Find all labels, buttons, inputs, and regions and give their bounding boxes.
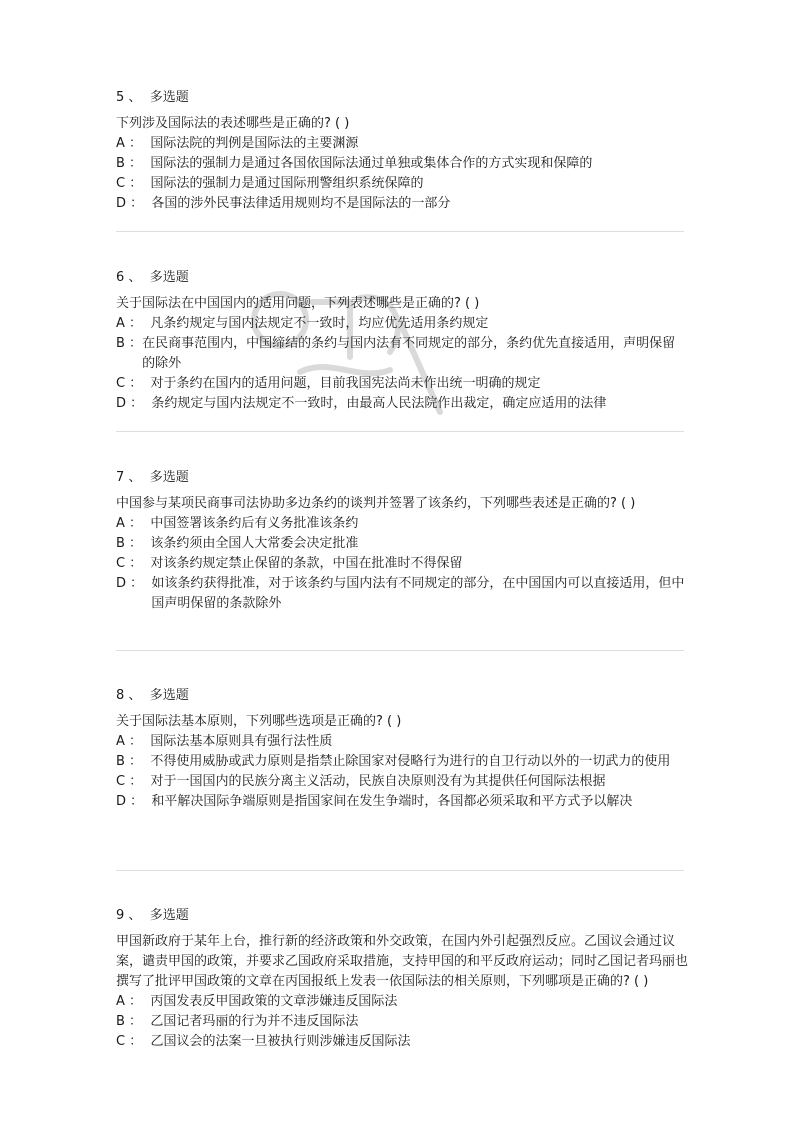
option-letter: A — [116, 994, 125, 1009]
option-text: 该条约须由全国人大常委会决定批准 — [150, 536, 359, 551]
option-letter: B — [116, 754, 125, 769]
option-text: 中国签署该条约后有义务批准该条约 — [150, 516, 359, 531]
option-letter: C — [116, 774, 126, 789]
question-divider — [116, 431, 684, 432]
option-text: 不得使用威胁或武力原则是指禁止除国家对侵略行为进行的自卫行动以外的一切武力的使用 — [150, 754, 671, 769]
question-type: 多选题 — [149, 688, 189, 703]
option-letter: A — [116, 516, 125, 531]
option-a: A ： 国际法院的判例是国际法的主要渊源 — [116, 134, 688, 154]
option-text: 对于条约在国内的适用问题，目前我国宪法尚未作出统一明确的规定 — [150, 376, 541, 391]
question-separator: 、 — [128, 470, 142, 485]
question-separator: 、 — [128, 270, 142, 285]
question-item — [116, 268, 688, 414]
question-stem: 中国参与某项民商事司法协助多边条约的谈判并签署了该条约，下列哪些表述是正确的? ( ) — [116, 496, 636, 511]
question-header — [116, 268, 688, 288]
option-text: 和平解决国际争端原则是指国家间在发生争端时，各国都必须采取和平方式予以解决 — [151, 794, 633, 809]
option-a: A ： 国际法基本原则具有强行法性质 — [116, 732, 688, 752]
question-number: 6 — [116, 270, 125, 285]
question-header — [116, 906, 688, 926]
option-letter: B — [116, 1014, 125, 1029]
option-text: 国际法的强制力是通过国际刑警组织系统保障的 — [150, 176, 424, 191]
option-d: D ： 条约规定与国内法规定不一致时，由最高人民法院作出裁定，确定应适用的法律 — [116, 394, 688, 414]
option-b: B ： 该条约须由全国人大常委会决定批准 — [116, 534, 688, 554]
option-letter: D — [116, 794, 127, 809]
option-c: C ： 对于一国国内的民族分离主义活动，民族自决原则没有为其提供任何国际法根据 — [116, 772, 688, 792]
question-header — [116, 468, 688, 488]
option-a: A ： 中国签署该条约后有义务批准该条约 — [116, 514, 688, 534]
option-text: 凡条约规定与国内法规定不一致时，均应优先适用条约规定 — [150, 316, 489, 331]
question-type: 多选题 — [149, 90, 189, 105]
option-text: 在民商事范围内，中国缔结的条约与国内法有不同规定的部分，条约优先直接适用，声明保留的除外 — [142, 336, 676, 371]
option-a: A ： 丙国发表反甲国政策的文章涉嫌违反国际法 — [116, 992, 688, 1012]
option-c: C ： 国际法的强制力是通过国际刑警组织系统保障的 — [116, 174, 688, 194]
question-type: 多选题 — [149, 270, 189, 285]
question-number: 7 — [116, 470, 125, 485]
option-text: 各国的涉外民事法律适用规则均不是国际法的一部分 — [151, 196, 451, 211]
option-letter: D — [116, 396, 127, 411]
option-letter: C — [116, 1034, 126, 1049]
option-text: 条约规定与国内法规定不一致时，由最高人民法院作出裁定，确定应适用的法律 — [151, 396, 607, 411]
question-number: 9 — [116, 908, 125, 923]
option-letter: D — [116, 196, 127, 211]
option-letter: A — [116, 316, 125, 331]
option-letter: B — [116, 336, 125, 351]
question-item — [116, 88, 688, 214]
question-type: 多选题 — [149, 470, 189, 485]
option-c: C ： 乙国议会的法案一旦被执行则涉嫌违反国际法 — [116, 1032, 688, 1052]
question-item — [116, 468, 688, 614]
option-text: 国际法院的判例是国际法的主要渊源 — [150, 136, 359, 151]
option-letter: B — [116, 156, 125, 171]
question-separator: 、 — [128, 90, 142, 105]
option-b: B ： 不得使用威胁或武力原则是指禁止除国家对侵略行为进行的自卫行动以外的一切武力的使用 — [116, 752, 688, 772]
question-stem: 甲国新政府于某年上台，推行新的经济政策和外交政策，在国内外引起强烈反应。乙国议会通过议案，谴责甲国的政策，并要求乙国政府采取措施，支持甲国的和平反政府运动；同时乙国记者玛丽也撰写了批评甲国政策的文章在丙国报纸上发表一依国际法的相关原则，下列哪项是正确的? ( ) — [116, 934, 689, 989]
question-item — [116, 906, 688, 1052]
option-b: B ： 在民商事范围内，中国缔结的条约与国内法有不同规定的部分，条约优先直接适用，声明保留的除外 — [116, 334, 688, 374]
option-letter: B — [116, 536, 125, 551]
option-text: 乙国记者玛丽的行为并不违反国际法 — [150, 1014, 359, 1029]
question-number: 8 — [116, 688, 125, 703]
question-stem: 关于国际法在中国国内的适用问题，下列表述哪些是正确的? ( ) — [116, 296, 480, 311]
option-letter: C — [116, 176, 126, 191]
question-header — [116, 686, 688, 706]
question-divider — [116, 870, 684, 871]
option-b: B ： 国际法的强制力是通过各国依国际法通过单独或集体合作的方式实现和保障的 — [116, 154, 688, 174]
question-type: 多选题 — [149, 908, 189, 923]
option-letter: C — [116, 556, 126, 571]
question-header — [116, 88, 688, 108]
question-divider — [116, 650, 684, 651]
option-c: C ： 对该条约规定禁止保留的条款，中国在批准时不得保留 — [116, 554, 688, 574]
option-a: A ： 凡条约规定与国内法规定不一致时，均应优先适用条约规定 — [116, 314, 688, 334]
option-text: 国际法基本原则具有强行法性质 — [150, 734, 333, 749]
option-d: D ： 各国的涉外民事法律适用规则均不是国际法的一部分 — [116, 194, 688, 214]
question-divider — [116, 231, 684, 232]
option-d: D ： 如该条约获得批准，对于该条约与国内法有不同规定的部分，在中国国内可以直接适用，但中国声明保留的条款除外 — [116, 574, 688, 614]
question-item — [116, 686, 688, 812]
option-d: D ： 和平解决国际争端原则是指国家间在发生争端时，各国都必须采取和平方式予以解决 — [116, 792, 688, 812]
option-text: 对于一国国内的民族分离主义活动，民族自决原则没有为其提供任何国际法根据 — [150, 774, 606, 789]
option-text: 乙国议会的法案一旦被执行则涉嫌违反国际法 — [150, 1034, 411, 1049]
option-text: 国际法的强制力是通过各国依国际法通过单独或集体合作的方式实现和保障的 — [150, 156, 593, 171]
option-letter: A — [116, 136, 125, 151]
option-letter: D — [116, 576, 127, 591]
question-stem: 关于国际法基本原则，下列哪些选项是正确的? ( ) — [116, 714, 402, 729]
option-letter: C — [116, 376, 126, 391]
option-c: C ： 对于条约在国内的适用问题，目前我国宪法尚未作出统一明确的规定 — [116, 374, 688, 394]
question-separator: 、 — [128, 688, 142, 703]
option-letter: A — [116, 734, 125, 749]
option-text: 对该条约规定禁止保留的条款，中国在批准时不得保留 — [150, 556, 463, 571]
option-text: 丙国发表反甲国政策的文章涉嫌违反国际法 — [150, 994, 398, 1009]
option-text: 如该条约获得批准，对于该条约与国内法有不同规定的部分，在中国国内可以直接适用，但中国声明保留的条款除外 — [151, 576, 685, 611]
question-separator: 、 — [128, 908, 142, 923]
option-b: B ： 乙国记者玛丽的行为并不违反国际法 — [116, 1012, 688, 1032]
question-stem: 下列涉及国际法的表述哪些是正确的? ( ) — [116, 116, 350, 131]
question-number: 5 — [116, 90, 125, 105]
